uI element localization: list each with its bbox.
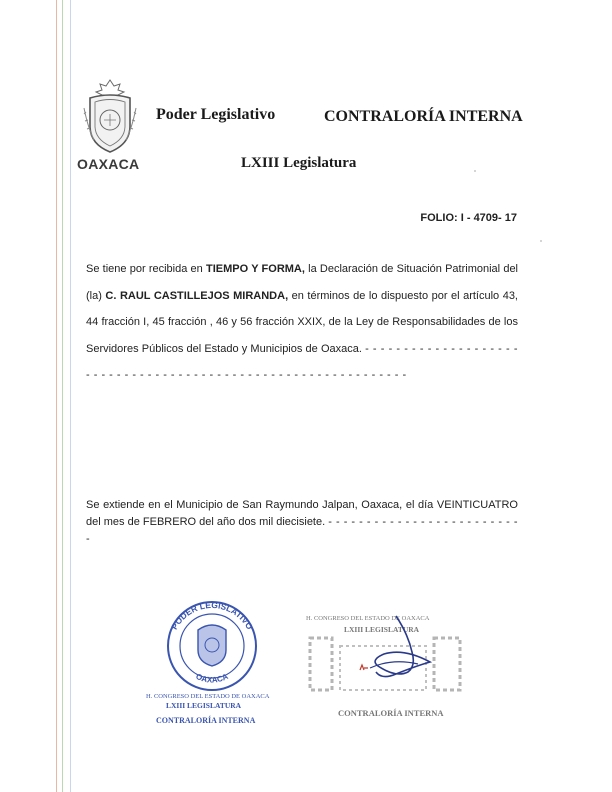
margin-rule bbox=[70, 0, 71, 792]
scan-speck bbox=[540, 240, 542, 242]
header-poder-legislativo: Poder Legislativo bbox=[156, 106, 276, 123]
stamp-line-1: H. CONGRESO DEL ESTADO DE OAXACA bbox=[306, 615, 430, 622]
official-seal-stamp-left bbox=[140, 590, 285, 730]
svg-text:OAXACA bbox=[194, 672, 229, 685]
seal-ring-text: OAXACA bbox=[194, 671, 230, 685]
paragraph-bold-text: TIEMPO Y FORMA, bbox=[206, 263, 305, 275]
scan-speck bbox=[474, 170, 476, 172]
seal-line-3: CONTRALORÍA INTERNA bbox=[156, 716, 256, 725]
margin-rule bbox=[62, 0, 63, 792]
stamp-line-2: LXIII LEGISLATURA bbox=[344, 625, 420, 634]
seal-line-1: H. CONGRESO DEL ESTADO DE OAXACA bbox=[146, 693, 270, 700]
header-legislatura: LXIII Legislatura bbox=[241, 155, 357, 171]
paragraph-text: Se tiene por recibida en bbox=[86, 263, 207, 275]
paragraph-text: la Declaración de Situación Patrimonial del (la) bbox=[86, 263, 518, 302]
header-contraloria: CONTRALORÍA INTERNA bbox=[324, 108, 523, 125]
seal-ring-text: PODER LEGISLATIVO bbox=[169, 599, 255, 632]
paragraph-declaration bbox=[86, 256, 518, 389]
stamp-line-3: CONTRALORÍA INTERNA bbox=[338, 708, 444, 718]
dash-fill: - - - - - - - - - - - - - - - - - - - - - - - - - - - - - - - - - - - - - - - - - - - - - - - - - - - - - - - - - - - - - - bbox=[86, 342, 518, 381]
reception-stamp-with-signature bbox=[300, 608, 475, 726]
paragraph-place-date bbox=[86, 497, 518, 548]
folio-number: FOLIO: I - 4709- 17 bbox=[420, 212, 517, 224]
dash-fill: - - - - - - - - - - - - - - - - - - - - - - - - - - bbox=[86, 516, 518, 545]
oaxaca-coat-of-arms-logo bbox=[80, 78, 140, 156]
margin-rule bbox=[56, 0, 57, 792]
logo-caption: OAXACA bbox=[77, 156, 140, 172]
paragraph-bold-text: C. RAUL CASTILLEJOS MIRANDA, bbox=[105, 289, 289, 302]
paragraph-text: Se extiende en el Municipio de San Raymundo Jalpan, Oaxaca, el día VEINTICUATRO del mes de FEBRERO del año dos mil diecisiete. bbox=[86, 499, 518, 528]
seal-line-2: LXIII LEGISLATURA bbox=[166, 701, 242, 710]
paragraph-text: en términos de lo dispuesto por el artículo 43, 44 fracción I, 45 fracción , 46 y 56 fracción XXIX, de la Ley de Responsabilidades de los Servidores Públicos del Estado y Municipios de Oaxaca. bbox=[86, 289, 518, 355]
